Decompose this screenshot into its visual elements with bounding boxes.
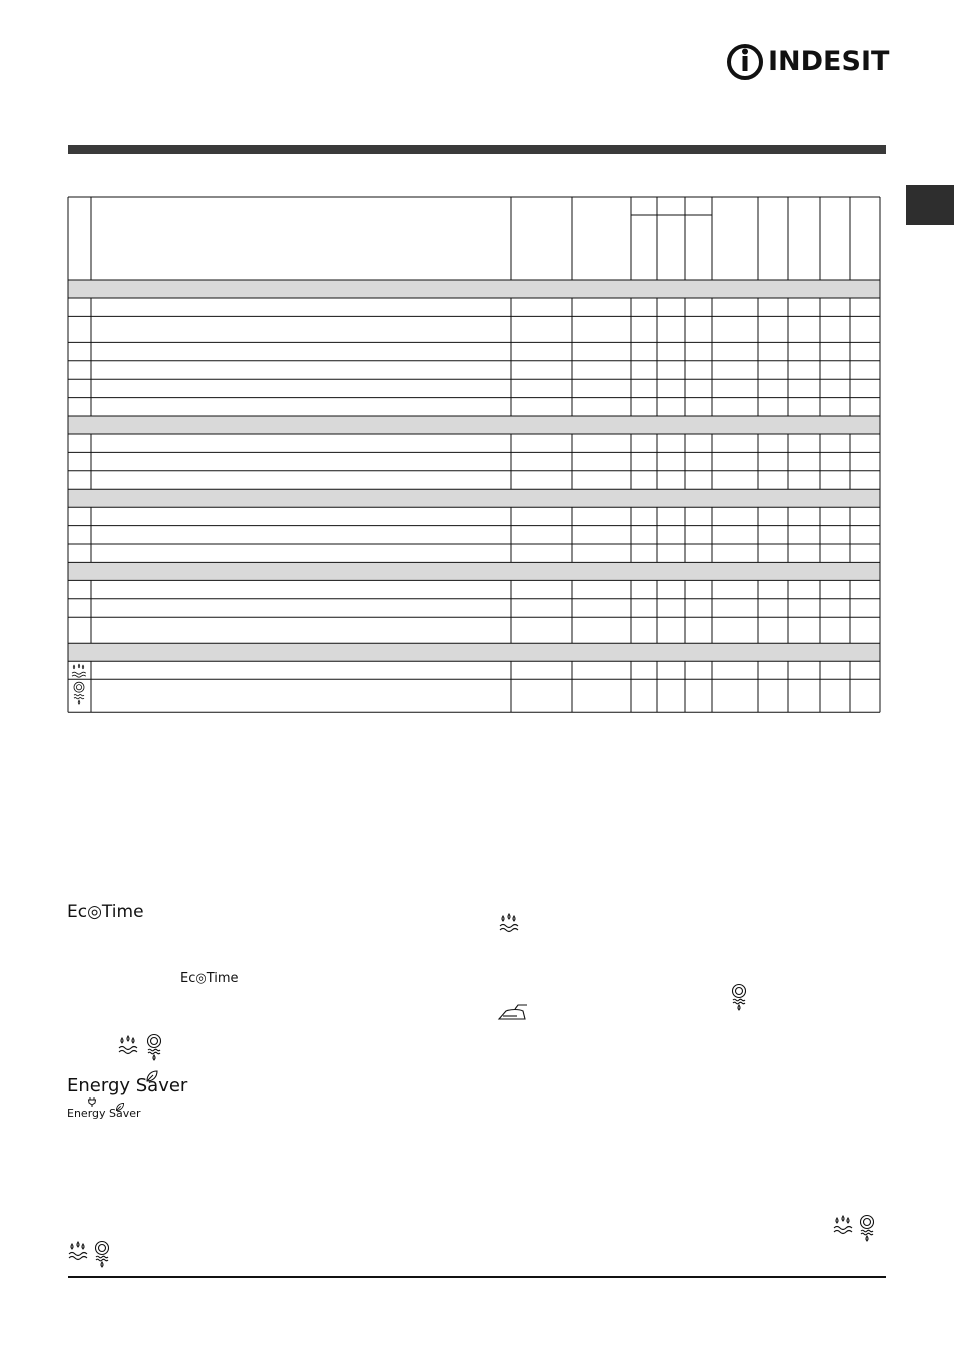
table-section-band [68,416,880,434]
rinse-icon [67,1240,89,1262]
spin-drain-icon [144,1033,164,1061]
footer-rule [68,1276,886,1278]
table-section-band [68,562,880,580]
spin-drain-icon [857,1214,877,1242]
spin-drain-icon [92,1240,112,1268]
eco-time-label: Ec◎Time [67,902,144,922]
energy-saver-label-small: Energy Saver [67,1107,141,1120]
rinse-icon [832,1214,854,1236]
spin-drain-icon [74,682,84,704]
table-grid-lines [68,197,880,712]
energy-saver-label: Energy Saver [67,1075,188,1096]
table-section-band [68,643,880,661]
leaf-icon-small [115,1102,125,1112]
rinse-icon [117,1034,139,1056]
rinse-icon [498,912,520,934]
table-section-band [68,280,880,298]
spin-drain-icon [729,983,749,1011]
table-row-icons [72,664,86,704]
leaf-icon [145,1069,159,1083]
brand-logo-text: INDESIT [768,46,890,77]
rinse-icon [72,664,86,677]
easy-iron-icon [497,1004,529,1022]
eco-time-label-small: Ec◎Time [180,971,239,986]
table-section-band [68,489,880,507]
